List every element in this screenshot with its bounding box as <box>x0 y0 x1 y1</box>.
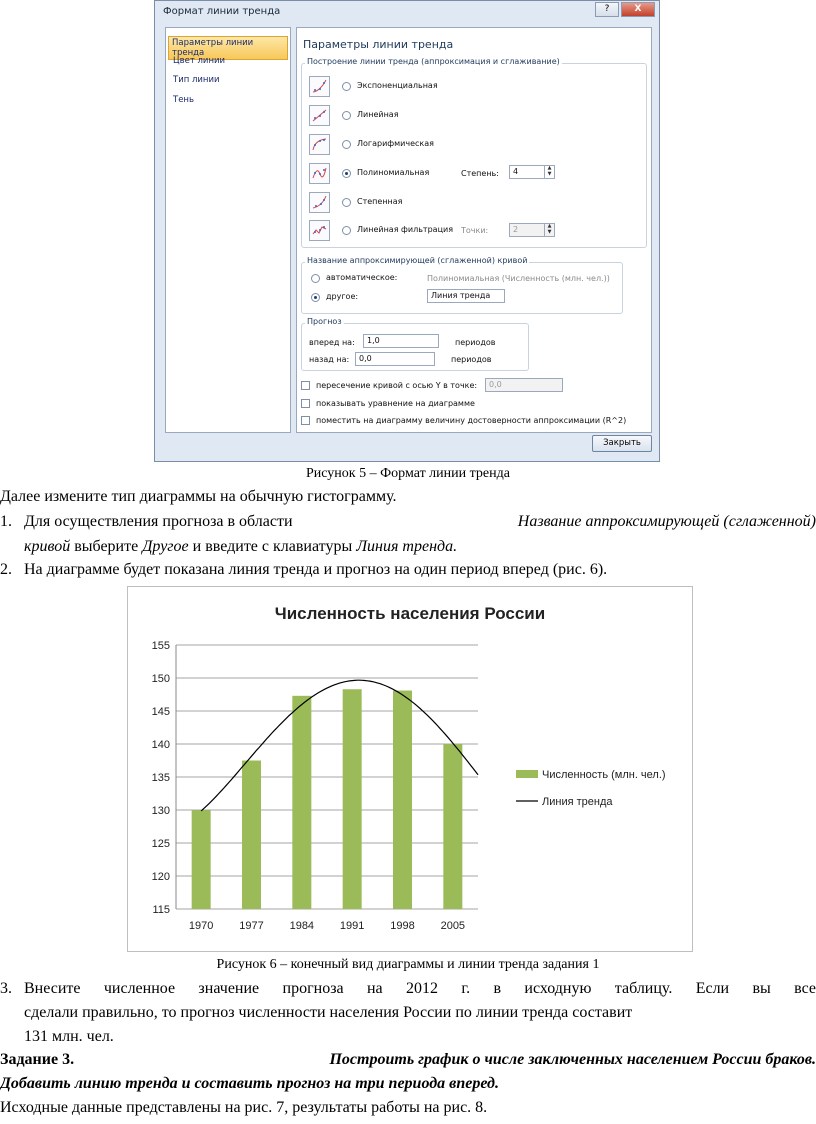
points-spinner[interactable]: ▲ ▼ <box>544 223 554 237</box>
auto-name-label: автоматическое: <box>326 273 398 282</box>
exponential-icon <box>309 76 330 97</box>
trendline-format-dialog <box>154 0 660 462</box>
item1-text-b: Название аппроксимирующей (сглаженной) <box>517 513 816 530</box>
item1-text-a: Для осуществления прогноза в области <box>24 513 293 530</box>
options-heading: Параметры линии тренда <box>303 38 454 51</box>
label-exponential: Экспоненциальная <box>357 81 438 90</box>
degree-input[interactable] <box>509 165 555 179</box>
radio-moving-average[interactable] <box>342 226 351 235</box>
x-tick-label: 2005 <box>440 920 466 932</box>
label-polynomial: Полиномиальная <box>357 168 430 177</box>
radio-auto-name[interactable] <box>311 274 320 283</box>
y-tick-label: 120 <box>151 871 170 883</box>
nav-item-trend-options[interactable]: Параметры линии тренда <box>168 36 288 60</box>
list-item-1-line1 <box>24 513 816 531</box>
y-tick-label: 135 <box>151 772 170 784</box>
x-tick-label: 1991 <box>339 920 365 932</box>
trend-type-group <box>301 63 647 248</box>
radio-logarithmic[interactable] <box>342 140 351 149</box>
points-input[interactable] <box>509 223 555 237</box>
radio-linear[interactable] <box>342 111 351 120</box>
item1-text-c: кривой <box>24 538 71 555</box>
chart-title: Численность населения России <box>274 604 546 623</box>
bar <box>292 696 311 909</box>
item1-text-f: и введите с клавиатуры <box>192 538 353 555</box>
nav-item-line-color[interactable]: Цвет линии <box>173 56 226 66</box>
forward-periods-label: периодов <box>455 338 496 347</box>
intercept-input[interactable]: 0,0 <box>485 378 563 392</box>
paragraph-change-type: Далее измените тип диаграммы на обычную гистограмму. <box>0 488 397 505</box>
custom-name-input[interactable]: Линия тренда <box>427 289 505 303</box>
radio-exponential[interactable] <box>342 82 351 91</box>
list-number-2: 2. <box>0 561 12 578</box>
y-tick-label: 115 <box>152 904 170 916</box>
final-paragraph: Исходные данные представлены на рис. 7, результаты работы на рис. 8. <box>0 1099 488 1116</box>
bar <box>242 761 261 910</box>
degree-spinner[interactable]: ▲ ▼ <box>544 165 554 179</box>
label-moving-average: Линейная фильтрация <box>357 225 454 234</box>
close-window-button[interactable]: X <box>621 2 655 17</box>
radio-custom-name[interactable] <box>311 293 320 302</box>
bar <box>343 689 362 909</box>
y-tick-label: 155 <box>151 640 170 652</box>
label-power: Степенная <box>357 197 403 206</box>
show-equation-checkbox[interactable] <box>301 399 310 408</box>
show-r2-label: поместить на диаграмму величину достоверности аппроксимации (R^2) <box>316 416 627 425</box>
curve-name-group-label: Название аппроксимирующей (сглаженной) кривой <box>307 256 528 265</box>
points-label: Точки: <box>461 226 489 235</box>
help-button[interactable]: ? <box>595 2 619 17</box>
list-item-2: На диаграмме будет показана линия тренда и прогноз на один период вперед (рис. 6). <box>24 561 608 578</box>
points-value: 2 <box>513 225 519 234</box>
backward-periods-label: периодов <box>451 355 492 364</box>
bar <box>192 810 211 909</box>
logarithmic-icon <box>309 134 330 155</box>
curve-name-group <box>301 262 623 314</box>
power-icon <box>309 192 330 213</box>
show-r2-checkbox[interactable] <box>301 416 310 425</box>
y-tick-label: 150 <box>151 673 170 685</box>
list-number-1: 1. <box>0 513 12 530</box>
y-tick-label: 145 <box>151 706 170 718</box>
label-logarithmic: Логарифмическая <box>357 139 434 148</box>
close-button[interactable]: Закрыть <box>592 435 652 452</box>
chart-svg <box>128 587 692 951</box>
x-tick-label: 1998 <box>390 920 415 932</box>
options-pane <box>296 27 652 433</box>
task3-text1: Построить график о числе заключенных населением России браков. <box>329 1051 816 1068</box>
figure5-caption: Рисунок 5 – Формат линии тренда <box>306 466 510 481</box>
degree-value: 4 <box>513 167 519 176</box>
legend-swatch-series <box>516 770 538 778</box>
list-item-1-line2 <box>24 538 457 556</box>
task3-line2: Добавить линию тренда и составить прогноз на три периода вперед. <box>0 1075 499 1092</box>
radio-polynomial[interactable] <box>342 169 351 178</box>
legend-label-trend: Линия тренда <box>542 796 613 808</box>
item1-text-g: Линия тренда. <box>356 538 458 555</box>
nav-item-line-style[interactable]: Тип линии <box>173 75 220 85</box>
x-tick-label: 1970 <box>188 920 214 932</box>
task3-label: Задание 3. <box>0 1051 75 1068</box>
custom-name-label: другое: <box>326 292 359 301</box>
degree-label: Степень: <box>461 169 499 178</box>
nav-pane <box>165 27 291 433</box>
y-tick-label: 130 <box>151 805 170 817</box>
x-tick-label: 1984 <box>289 920 315 932</box>
y-tick-label: 125 <box>151 838 170 850</box>
list-item-3-line2: сделали правильно, то прогноз численности населения России по линии тренда составит <box>24 1004 633 1021</box>
intercept-label: пересечение кривой с осью Y в точке: <box>316 381 478 390</box>
forward-label: вперед на: <box>309 338 355 347</box>
legend-label-series: Численность (млн. чел.) <box>542 769 666 781</box>
population-chart <box>127 586 693 952</box>
auto-name-value: Полиномиальная (Численность (млн. чел.)) <box>427 274 610 283</box>
forecast-group-label: Прогноз <box>307 317 342 326</box>
bar <box>443 744 462 909</box>
y-tick-label: 140 <box>151 739 170 751</box>
list-number-3: 3. <box>0 980 12 997</box>
polynomial-icon <box>309 163 330 184</box>
figure6-caption: Рисунок 6 – конечный вид диаграммы и линии тренда задания 1 <box>216 957 600 972</box>
item1-text-d: выберите <box>74 538 139 555</box>
item1-text-e: Другое <box>142 538 189 555</box>
list-item-3-line1: Внесите численное значение прогноза на 2012 г. в исходную таблицу. Если вы все <box>24 980 816 997</box>
nav-item-shadow[interactable]: Тень <box>173 95 194 105</box>
label-linear: Линейная <box>357 110 399 119</box>
bar <box>393 691 412 909</box>
intercept-checkbox[interactable] <box>301 381 310 390</box>
x-tick-label: 1977 <box>239 920 264 932</box>
radio-power[interactable] <box>342 198 351 207</box>
dialog-title: Формат линии тренда <box>163 6 281 17</box>
forward-input[interactable]: 1,0 <box>363 334 439 348</box>
backward-label: назад на: <box>309 355 350 364</box>
backward-input[interactable]: 0,0 <box>355 352 435 366</box>
task3-line1 <box>0 1051 816 1069</box>
linear-icon <box>309 105 330 126</box>
list-item-3-line3: 131 млн. чел. <box>24 1028 114 1045</box>
trend-type-group-label: Построение линии тренда (аппроксимация и сглаживание) <box>307 57 560 66</box>
moving-average-icon <box>309 220 330 241</box>
show-equation-label: показывать уравнение на диаграмме <box>316 399 475 408</box>
